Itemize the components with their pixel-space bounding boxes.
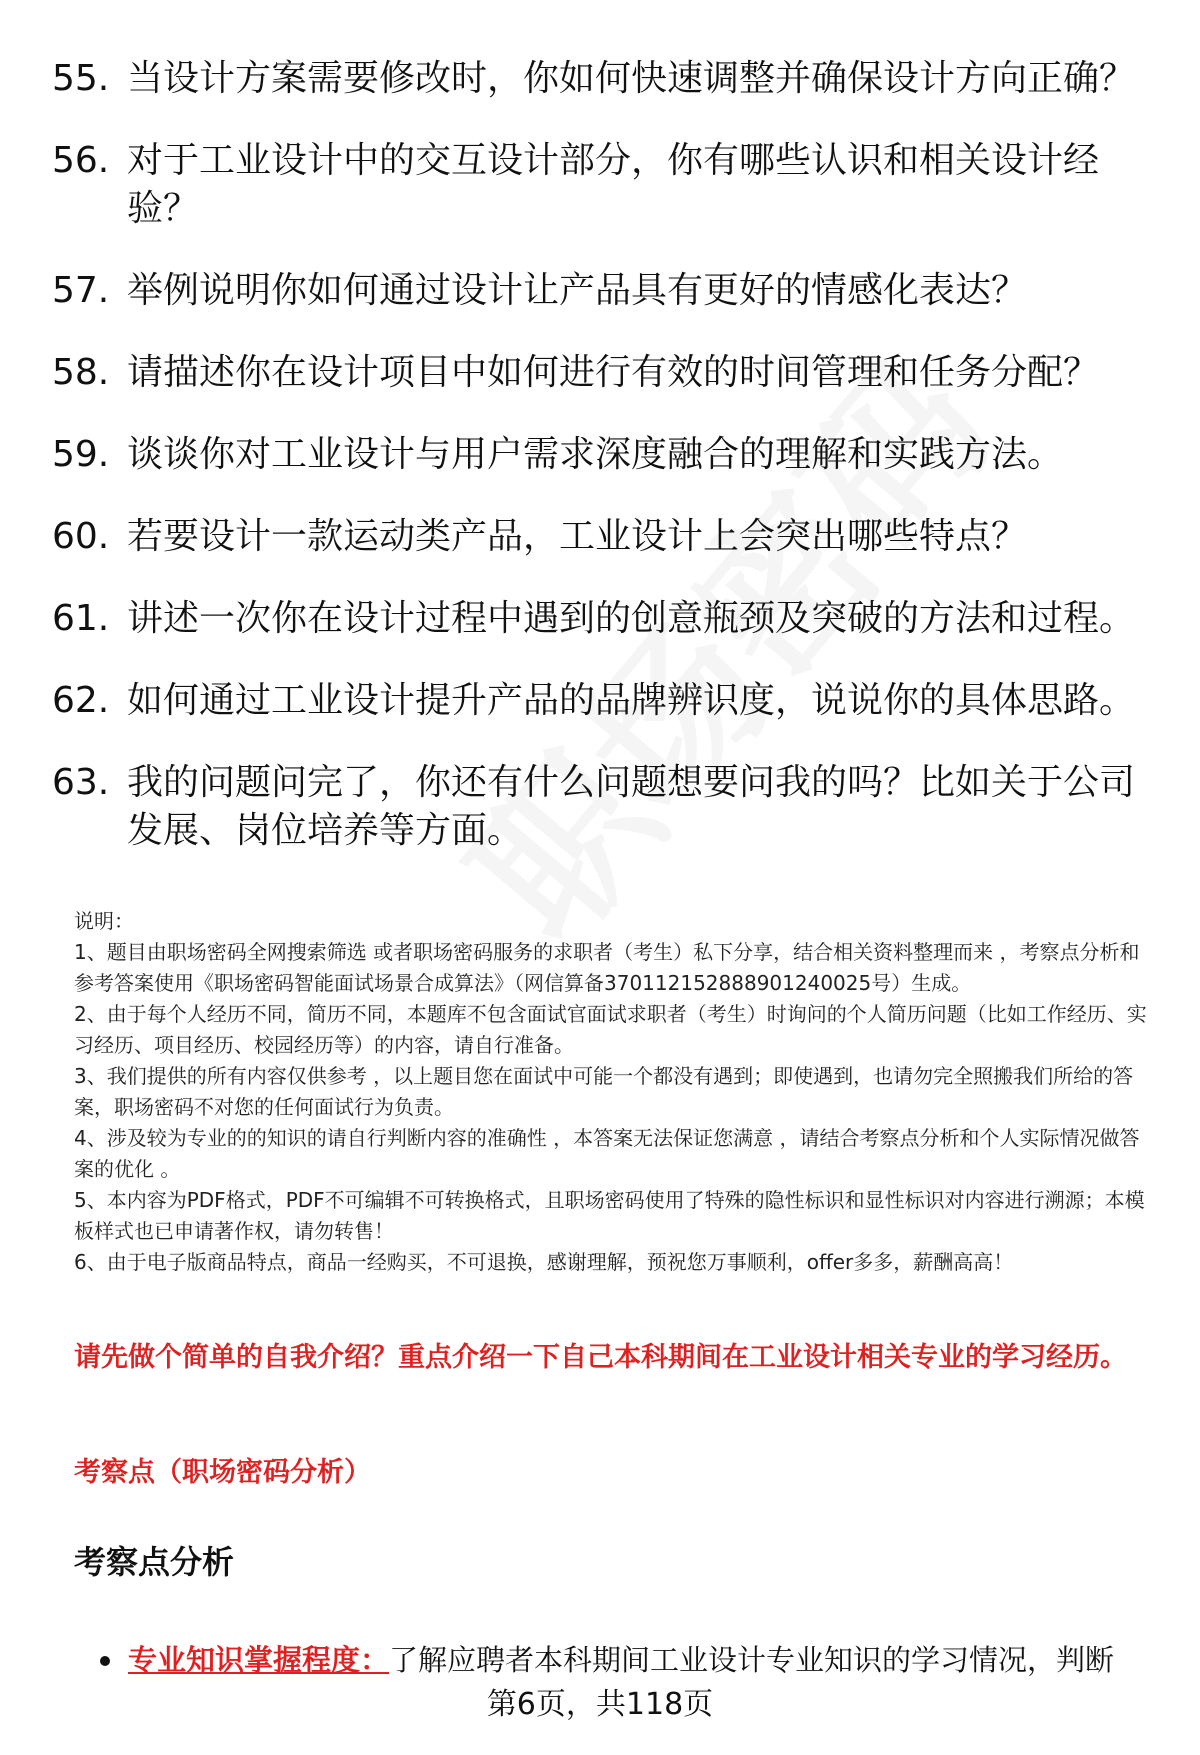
question-text: 讲述一次你在设计过程中遇到的创意瓶颈及突破的方法和过程。 (127, 598, 1136, 639)
question-item (52, 595, 1152, 643)
section-title: 考察点分析 (74, 1543, 235, 1581)
note-item: 6、由于电子版商品特点，商品一经购买，不可退换，感谢理解，预祝您万事顺利，offer多多，薪酬高高！ (74, 1250, 1014, 1274)
note-item: 4、涉及较为专业的的知识的请自行判断内容的准确性 ，本答案无法保证您满意 ，请结合考察点分析和个人实际情况做答案的优化 。 (74, 1126, 1140, 1181)
question-text: 请描述你在设计项目中如何进行有效的时间管理和任务分配？ (127, 352, 1100, 393)
question-number: 60. (52, 516, 110, 557)
note-item: 3、我们提供的所有内容仅供参考 ，以上题目您在面试中可能一个都没有遇到；即使遇到，也请勿完全照搬我们所给的答案，职场密码不对您的任何面试行为负责。 (74, 1064, 1134, 1119)
bullet-dot-icon (100, 1656, 110, 1666)
question-item (52, 137, 1152, 233)
bullet-key: 专业知识掌握程度： (128, 1643, 390, 1677)
note-item: 2、由于每个人经历不同，简历不同，本题库不包含面试官面试求职者（考生）时询问的个人简历问题（比如工作经历、实习经历、项目经历、校园经历等）的内容，请自行准备。 (74, 1002, 1147, 1057)
featured-question: 请先做个简单的自我介绍？重点介绍一下自己本科期间在工业设计相关专业的学习经历。 (74, 1342, 1127, 1373)
notes-title: 说明： (74, 909, 134, 933)
bullet-text: 了解应聘者本科期间工业设计专业知识的学习情况，判断 (389, 1643, 1115, 1677)
question-item (52, 349, 1152, 397)
note-item: 5、本内容为PDF格式，PDF不可编辑不可转换格式，且职场密码使用了特殊的隐性标识和显性标识对内容进行溯源；本模板样式也已申请著作权，请勿转售！ (74, 1188, 1145, 1243)
exam-point-label: 考察点（职场密码分析） (74, 1457, 371, 1488)
question-number: 63. (52, 762, 110, 803)
question-text: 当设计方案需要修改时，你如何快速调整并确保设计方向正确？ (127, 58, 1136, 99)
question-text: 谈谈你对工业设计与用户需求深度融合的理解和实践方法。 (127, 434, 1064, 475)
notes-block (74, 906, 1159, 1278)
question-text: 我的问题问完了，你还有什么问题想要问我的吗？比如关于公司发展、岗位培养等方面。 (127, 762, 1136, 851)
question-number: 59. (52, 434, 110, 475)
question-text: 若要设计一款运动类产品，工业设计上会突出哪些特点？ (127, 516, 1028, 557)
question-text: 对于工业设计中的交互设计部分，你有哪些认识和相关设计经验？ (127, 140, 1100, 229)
analysis-bullet (100, 1640, 1160, 1680)
question-item (52, 513, 1152, 561)
question-number: 55. (52, 58, 110, 99)
question-text: 举例说明你如何通过设计让产品具有更好的情感化表达？ (127, 270, 1028, 311)
question-item (52, 759, 1152, 855)
question-item (52, 55, 1152, 103)
page-footer: 第6页，共118页 (486, 1687, 714, 1722)
note-item: 1、题目由职场密码全网搜索筛选 或者职场密码服务的求职者（考生）私下分享，结合相关资料整理而来 ，考察点分析和参考答案使用《职场密码智能面试场景合成算法》（网信算备370112152888901240025号）生成。 (74, 940, 1140, 995)
question-item (52, 431, 1152, 479)
question-text: 如何通过工业设计提升产品的品牌辨识度，说说你的具体思路。 (127, 680, 1136, 721)
question-item (52, 267, 1152, 315)
question-list (52, 55, 1152, 889)
question-number: 61. (52, 598, 110, 639)
question-number: 62. (52, 680, 110, 721)
question-item (52, 677, 1152, 725)
question-number: 58. (52, 352, 110, 393)
question-number: 57. (52, 270, 110, 311)
question-number: 56. (52, 140, 110, 181)
